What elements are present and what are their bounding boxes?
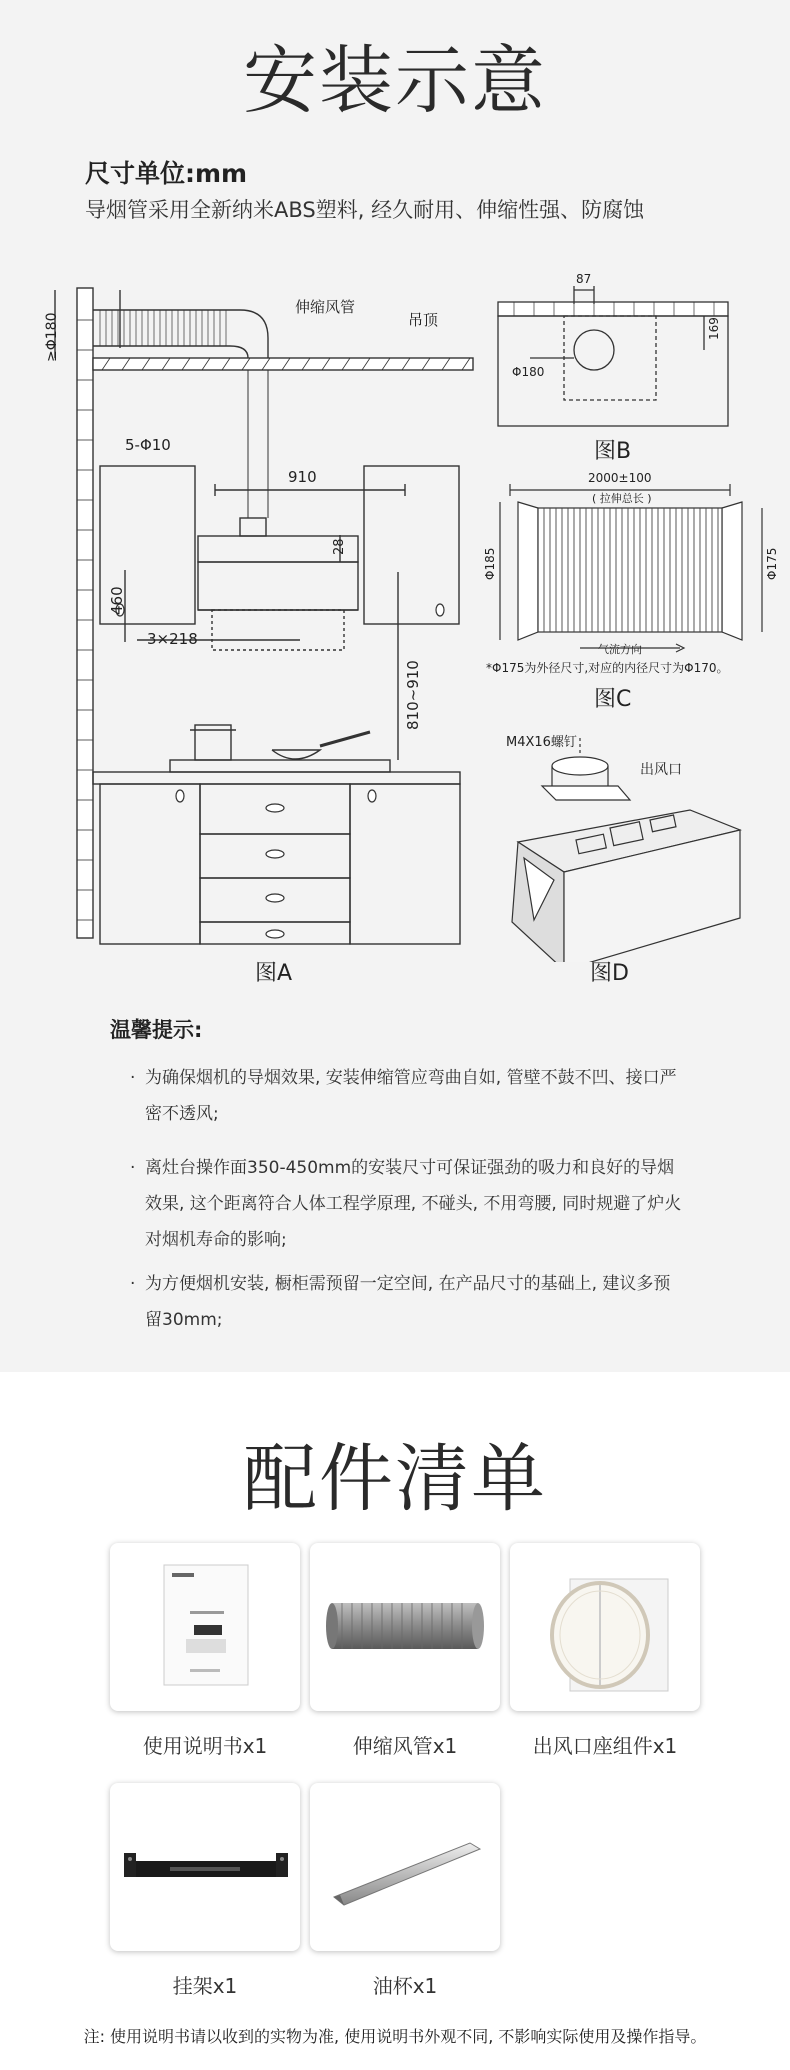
- fig-c-175-label: Φ175: [765, 547, 779, 580]
- fig-b-phi180-label: Φ180: [512, 365, 545, 379]
- install-title: 安装示意: [243, 38, 547, 124]
- accessory-label-oil-cup: 油杯x1: [372, 1974, 438, 1998]
- wall-bricks: [77, 320, 93, 920]
- fig-a-width-label: 910: [288, 468, 317, 486]
- unit-label: 尺寸单位:mm: [85, 159, 248, 188]
- bullet-icon: ·: [130, 1158, 136, 1178]
- fig-a-ceiling-label: 吊顶: [408, 311, 439, 329]
- fig-c-length-label: 2000±100: [588, 471, 652, 485]
- oil-cup-image: [310, 1783, 500, 1951]
- fig-c-note: *Φ175为外径尺寸,对应的内径尺寸为Φ170。: [486, 661, 729, 675]
- figure-a-diagram: [40, 280, 480, 960]
- fig-a-height-label: 810~910: [404, 660, 422, 730]
- accessory-label-manual: 使用说明书x1: [142, 1734, 268, 1758]
- figure-b-label: 图B: [594, 439, 632, 464]
- tips-title: 温馨提示:: [110, 1018, 203, 1042]
- tip-text: 离灶台操作面350-450mm的安装尺寸可保证强劲的吸力和良好的导烟效果, 这个距离符合人体工程学原理, 不碰头, 不用弯腰, 同时规避了炉火对烟机寿命的影响;: [145, 1158, 682, 1250]
- duct-image: [310, 1543, 500, 1711]
- figure-d-label: 图D: [590, 961, 629, 986]
- tip-item: [130, 1060, 685, 1132]
- figure-c-label: 图C: [594, 687, 632, 712]
- figure-d-diagram: [490, 722, 770, 962]
- fig-a-28-label: 28: [332, 538, 347, 555]
- accessory-card-duct: [310, 1543, 500, 1711]
- fig-a-duct-label: 伸缩风管: [295, 298, 356, 316]
- accessory-card-oil-cup: [310, 1783, 500, 1951]
- accessory-label-bracket: 挂架x1: [172, 1974, 238, 1998]
- fig-c-185-label: Φ185: [483, 547, 497, 580]
- fig-c-airflow-label: 气流方向: [598, 643, 642, 656]
- figure-b-diagram: [490, 268, 740, 438]
- tip-item: [130, 1150, 685, 1258]
- accessory-card-bracket: [110, 1783, 300, 1951]
- tip-item: [130, 1266, 685, 1338]
- fig-b-169-label: 169: [707, 317, 721, 340]
- fig-a-holes-label: 5-Φ10: [125, 436, 171, 454]
- accessory-label-duct: 伸缩风管x1: [352, 1734, 458, 1758]
- tip-text: 为方便烟机安装, 橱柜需预留一定空间, 在产品尺寸的基础上, 建议多预留30mm;: [145, 1274, 671, 1330]
- manual-image: [110, 1543, 300, 1711]
- fig-a-460-label: 460: [108, 586, 126, 615]
- bracket-image: [110, 1783, 300, 1951]
- fig-d-outlet-label: 出风口: [640, 762, 682, 778]
- bullet-icon: ·: [130, 1068, 136, 1088]
- fig-d-screw-label: M4X16螺钉: [506, 735, 577, 750]
- outlet-image: [510, 1543, 700, 1711]
- accessory-label-outlet: 出风口座组件x1: [532, 1734, 678, 1758]
- duct-ribs: [100, 310, 226, 346]
- fig-b-87-label: 87: [576, 272, 592, 286]
- fig-a-phi180-label: ≥Φ180: [44, 312, 60, 362]
- tip-text: 为确保烟机的导烟效果, 安装伸缩管应弯曲自如, 管壁不鼓不凹、接口严密不透风;: [145, 1068, 677, 1124]
- fig-a-3x218-label: 3×218: [147, 630, 198, 648]
- accessory-card-manual: [110, 1543, 300, 1711]
- figure-c-diagram: [480, 468, 780, 678]
- duct-description: 导烟管采用全新纳米ABS塑料, 经久耐用、伸缩性强、防腐蚀: [85, 198, 645, 222]
- figure-a-label: 图A: [255, 961, 293, 986]
- fig-c-stretch-label: ( 拉伸总长 ): [592, 492, 652, 505]
- accessories-title: 配件清单: [243, 1436, 547, 1522]
- accessory-card-outlet: [510, 1543, 700, 1711]
- footnote: 注: 使用说明书请以收到的实物为准, 使用说明书外观不同, 不影响实际使用及操作指导。: [83, 2027, 707, 2046]
- bullet-icon: ·: [130, 1274, 136, 1294]
